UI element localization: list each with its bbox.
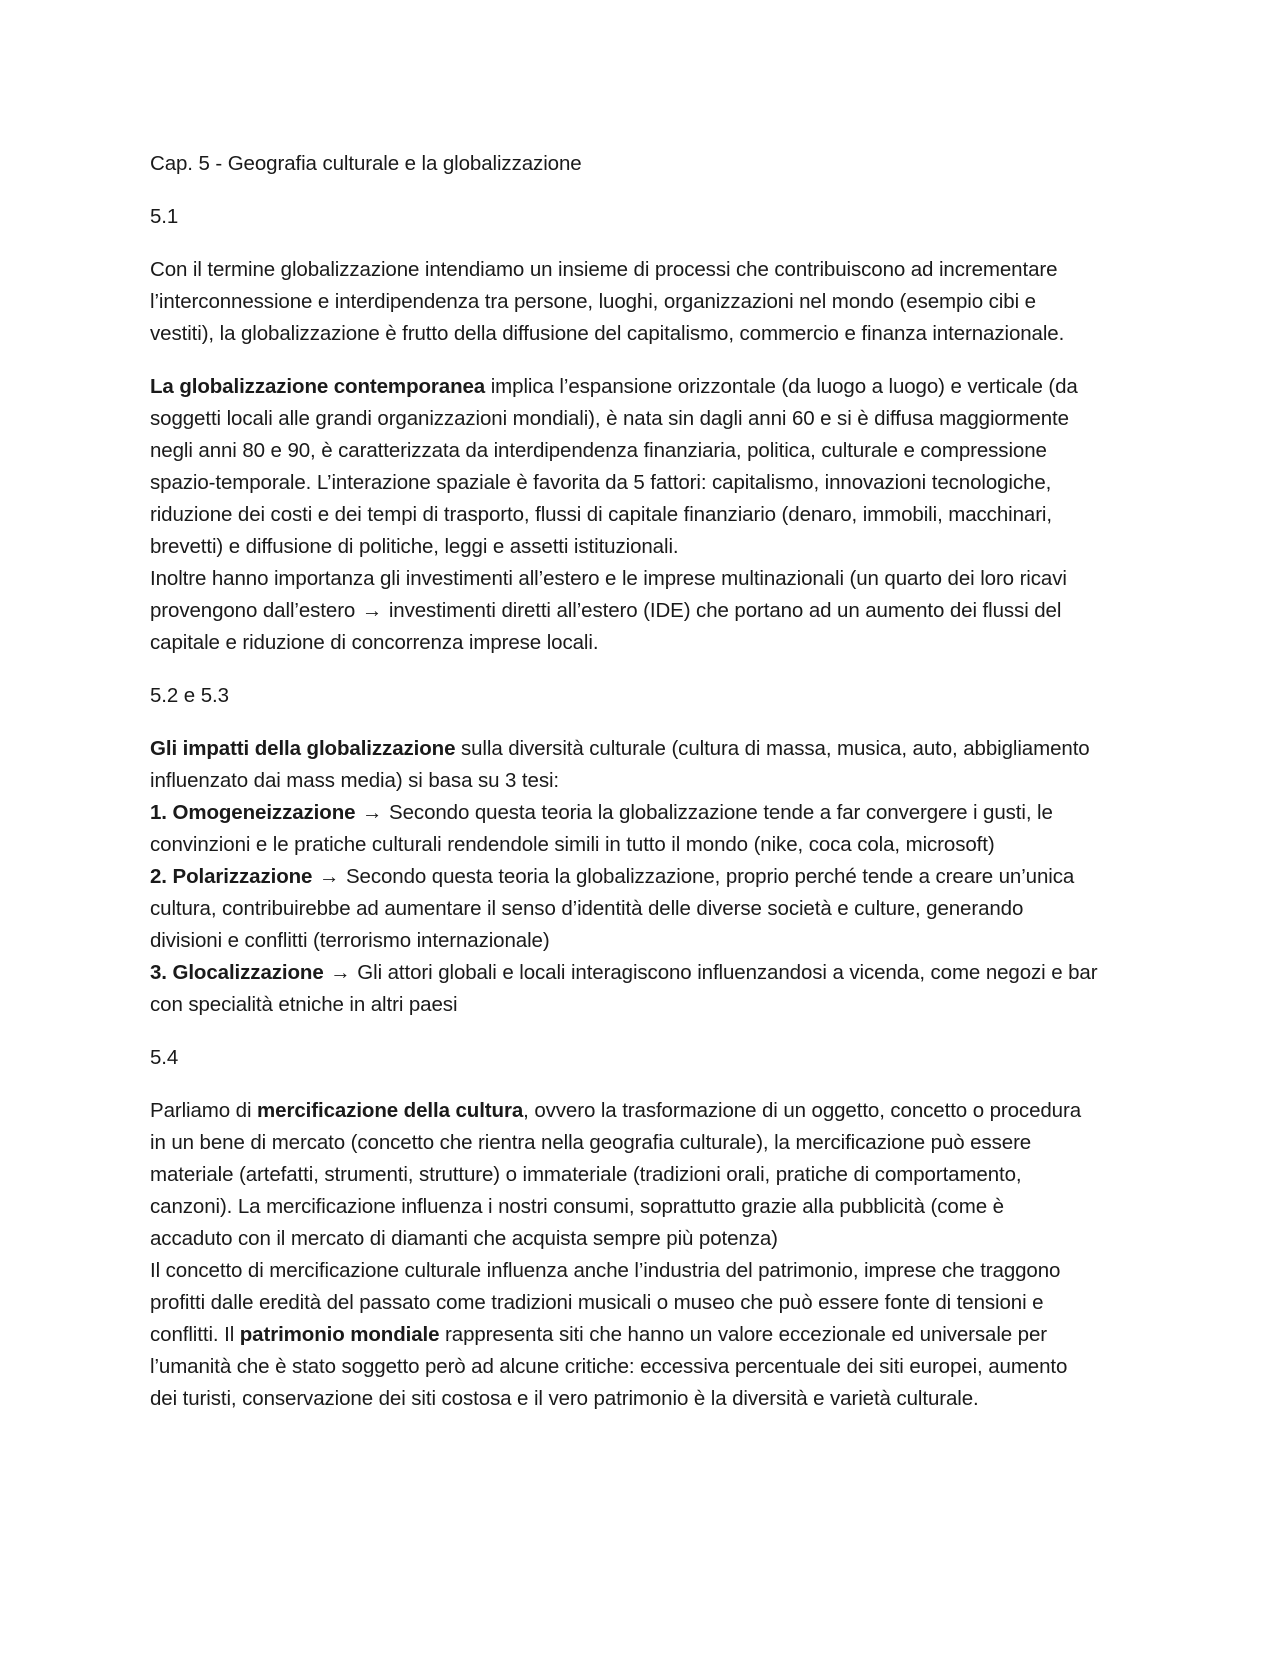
text-line: l’umanità che è stato soggetto però ad alcune critiche: eccessiva percentuale dei siti europei, aumento bbox=[150, 1355, 1068, 1378]
text-line: Con il termine globalizzazione intendiamo un insieme di processi che contribuiscono ad incrementare bbox=[150, 258, 1058, 281]
text-line: vestiti), la globalizzazione è frutto della diffusione del capitalismo, commercio e finanza internazionale. bbox=[150, 322, 1065, 345]
text-line: convinzioni e le pratiche culturali rendendole simili in tutto il mondo (nike, coca cola, microsoft) bbox=[150, 833, 995, 856]
text-line: Il concetto di mercificazione culturale influenza anche l’industria del patrimonio, imprese che traggono bbox=[150, 1259, 1061, 1282]
arrow-right-icon: → bbox=[361, 599, 383, 622]
text-line: provengono dall’estero → investimenti diretti all’estero (IDE) che portano ad un aumento dei flussi del bbox=[150, 599, 1062, 622]
text-line: dei turisti, conservazione dei siti costosa e il vero patrimonio è la diversità e varietà culturale. bbox=[150, 1387, 979, 1410]
text-line: materiale (artefatti, strumenti, strutture) o immateriale (tradizioni orali, pratiche di comportamento, bbox=[150, 1163, 1022, 1186]
text-line: soggetti locali alle grandi organizzazioni mondiali), è nata sin dagli anni 60 e si è diffusa maggiormente bbox=[150, 407, 1069, 430]
text-line: divisioni e conflitti (terrorismo internazionale) bbox=[150, 929, 550, 952]
text-line: con specialità etniche in altri paesi bbox=[150, 993, 458, 1016]
thesis-glocalizzazione: 3. Glocalizzazione → Gli attori globali e locali interagiscono influenzandosi a vicenda, come negozi e bar bbox=[150, 961, 1098, 984]
text-line: Parliamo di mercificazione della cultura, ovvero la trasformazione di un oggetto, concetto o procedura bbox=[150, 1099, 1082, 1122]
paragraph-globalizzazione-contemporanea bbox=[150, 371, 1140, 659]
arrow-right-icon: → bbox=[330, 961, 351, 984]
bold-term: mercificazione della cultura bbox=[257, 1099, 524, 1122]
section-heading-5-4: 5.4 bbox=[150, 1046, 179, 1069]
text-line: spazio-temporale. L’interazione spaziale è favorita da 5 fattori: capitalismo, innovazioni tecnologiche, bbox=[150, 471, 1052, 494]
text-line: riduzione dei costi e dei tempi di trasporto, flussi di capitale finanziario (denaro, immobili, macchinari, bbox=[150, 503, 1052, 526]
paragraph-mercificazione bbox=[150, 1095, 1140, 1415]
thesis-polarizzazione: 2. Polarizzazione → Secondo questa teoria la globalizzazione, proprio perché tende a creare un’unica bbox=[150, 865, 1075, 888]
thesis-omogeneizzazione: 1. Omogeneizzazione → Secondo questa teoria la globalizzazione tende a far convergere i gusti, le bbox=[150, 801, 1053, 824]
text-line: capitale e riduzione di concorrenza imprese locali. bbox=[150, 631, 599, 654]
bold-term: Gli impatti della globalizzazione bbox=[150, 737, 456, 760]
section-heading-5-1: 5.1 bbox=[150, 205, 179, 228]
text-line: cultura, contribuirebbe ad aumentare il senso d’identità delle diverse società e culture, generando bbox=[150, 897, 1024, 920]
title-line: Cap. 5 - Geografia culturale e la globalizzazione bbox=[150, 152, 582, 175]
document-page bbox=[150, 148, 1140, 1436]
bold-term: patrimonio mondiale bbox=[239, 1323, 440, 1346]
text-line: negli anni 80 e 90, è caratterizzata da interdipendenza finanziaria, politica, culturale e compressione bbox=[150, 439, 1047, 462]
bold-term: La globalizzazione contemporanea bbox=[150, 375, 486, 398]
text-line: l’interconnessione e interdipendenza tra persone, luoghi, organizzazioni nel mondo (esempio cibi e bbox=[150, 290, 1036, 313]
text-line: Inoltre hanno importanza gli investimenti all’estero e le imprese multinazionali (un quarto dei loro ricavi bbox=[150, 567, 1067, 590]
arrow-right-icon: → bbox=[318, 865, 340, 888]
text-line: profitti dalle eredità del passato come tradizioni musicali o museo che può essere fonte di tensioni e bbox=[150, 1291, 1044, 1314]
text-line: accaduto con il mercato di diamanti che acquista sempre più potenza) bbox=[150, 1227, 778, 1250]
paragraph-impatti-globalizzazione bbox=[150, 733, 1140, 1021]
text-line: conflitti. Il patrimonio mondiale rappresenta siti che hanno un valore eccezionale ed universale per bbox=[150, 1323, 1048, 1346]
section-heading-5-2: 5.2 e 5.3 bbox=[150, 684, 229, 707]
document-title bbox=[150, 148, 1140, 180]
text-line: influenzato dai mass media) si basa su 3 tesi: bbox=[150, 769, 560, 792]
text-line: brevetti) e diffusione di politiche, leggi e assetti istituzionali. bbox=[150, 535, 679, 558]
text-line: Gli impatti della globalizzazione sulla diversità culturale (cultura di massa, musica, auto, abbigliamento bbox=[150, 737, 1090, 760]
text-line: canzoni). La mercificazione influenza i nostri consumi, soprattutto grazie alla pubblicità (come è bbox=[150, 1195, 1004, 1218]
text-line: La globalizzazione contemporanea implica l’espansione orizzontale (da luogo a luogo) e verticale (da bbox=[150, 375, 1078, 398]
arrow-right-icon: → bbox=[362, 801, 383, 824]
paragraph-globalizzazione-definizione bbox=[150, 254, 1140, 350]
text-line: in un bene di mercato (concetto che rientra nella geografia culturale), la mercificazione può essere bbox=[150, 1131, 1032, 1154]
